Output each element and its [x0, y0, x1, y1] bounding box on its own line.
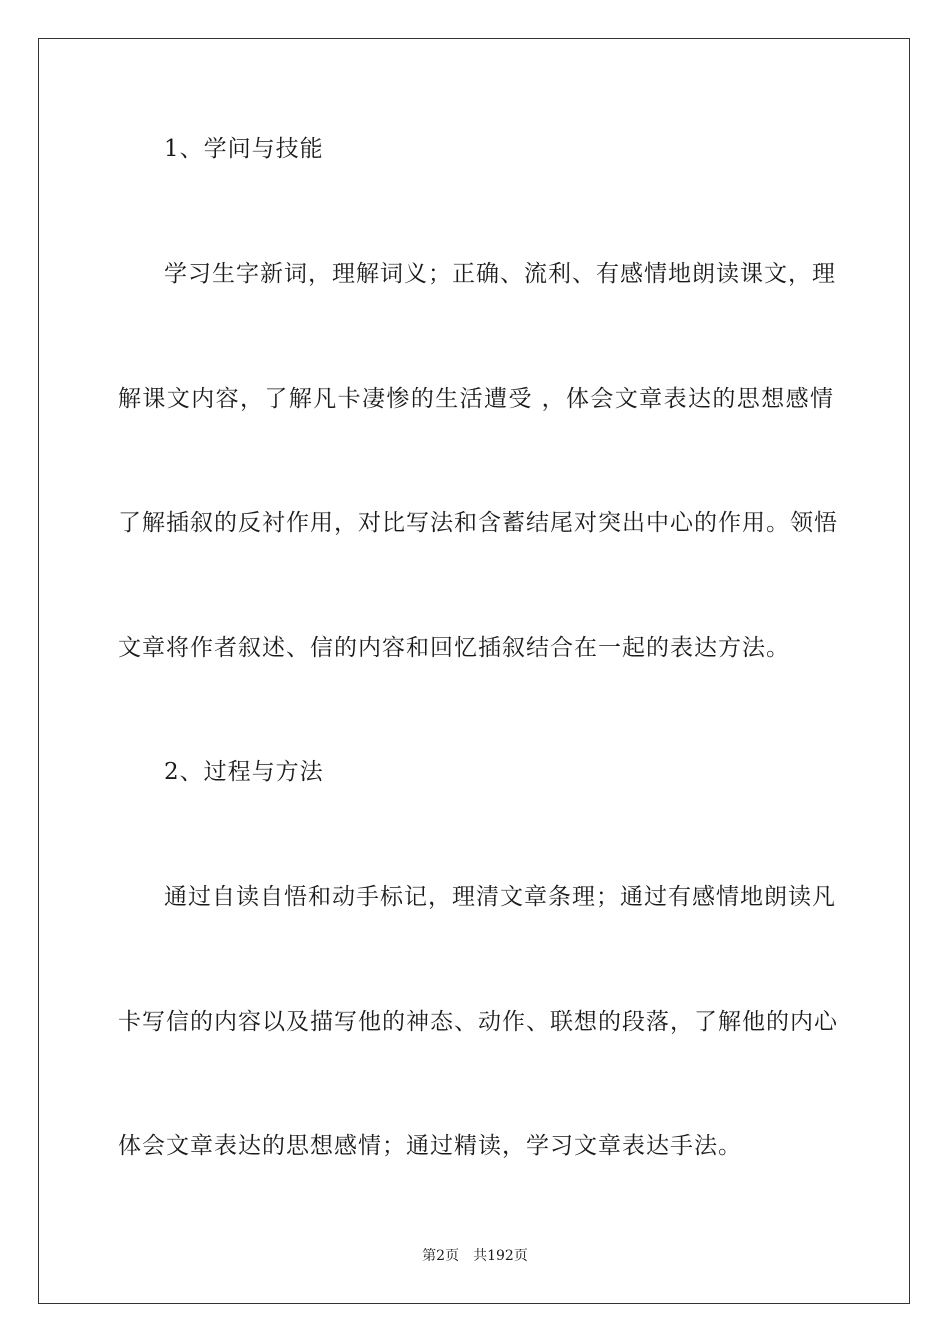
- page-total: 共192页: [473, 1248, 528, 1264]
- page-number: 第2页: [422, 1248, 460, 1264]
- paragraph-line: 通过自读自悟和动手标记，理清文章条理；通过有感情地朗读凡: [164, 884, 836, 910]
- paragraph-line: 体会文章表达的思想感情；通过精读，学习文章表达手法。: [118, 1133, 742, 1159]
- paragraph-line: 解课文内容，了解凡卡凄惨的生活遭受 ，体会文章表达的思想感情: [118, 386, 834, 412]
- paragraph-line: 卡写信的内容以及描写他的神态、动作、联想的段落，了解他的内心: [118, 1009, 838, 1035]
- section-heading-2: 2、过程与方法: [164, 759, 324, 785]
- page-border: [38, 38, 910, 1304]
- paragraph-line: 了解插叙的反衬作用，对比写法和含蓄结尾对突出中心的作用。领悟: [118, 510, 838, 536]
- paragraph-line: 学习生字新词，理解词义；正确、流利、有感情地朗读课文，理: [164, 261, 836, 287]
- section-heading-1: 1、学问与技能: [164, 136, 324, 162]
- paragraph-line: 文章将作者叙述、信的内容和回忆插叙结合在一起的表达方法。: [118, 635, 790, 661]
- page-footer: [0, 1246, 950, 1266]
